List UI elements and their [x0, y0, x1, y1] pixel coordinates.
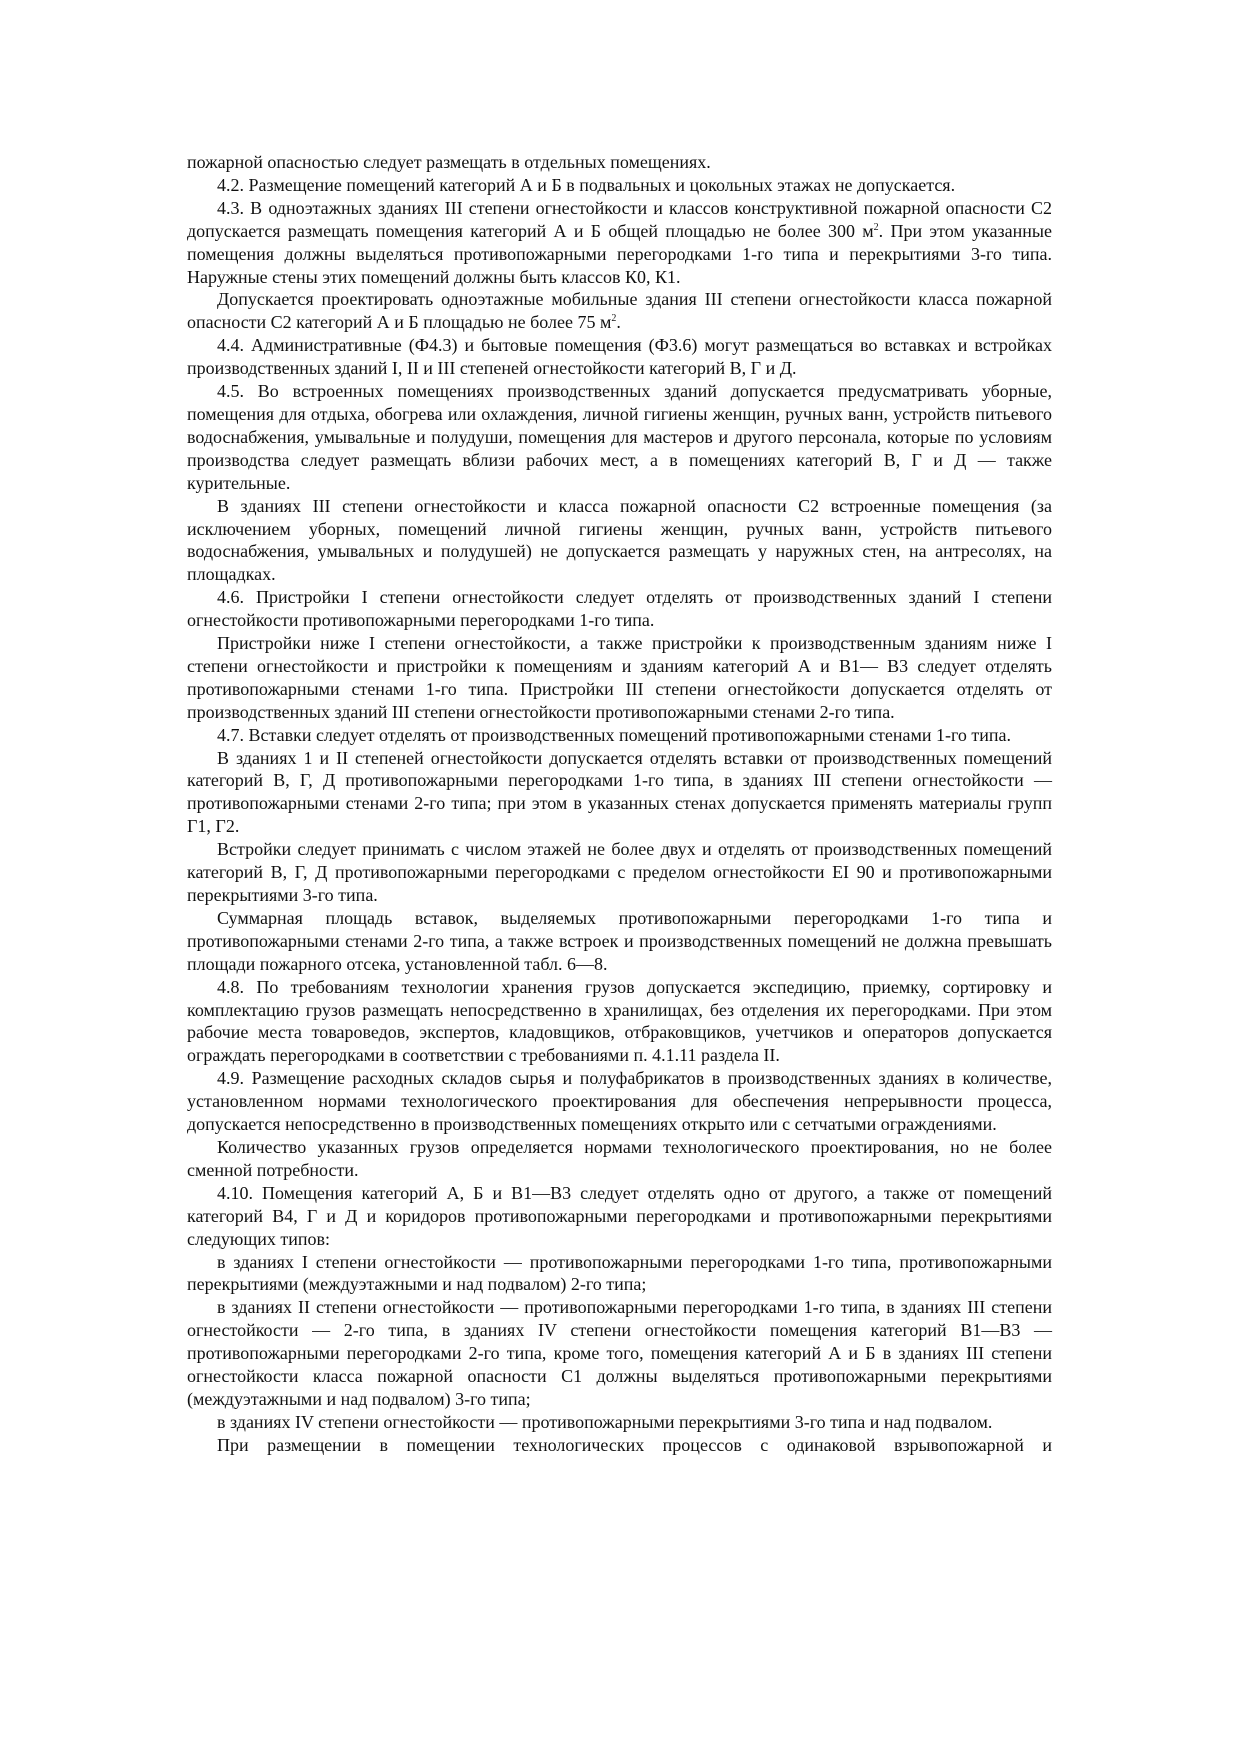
superscript-2: 2 [611, 313, 617, 325]
paragraph-4-2: 4.2. Размещение помещений категорий А и Б в подвальных и цокольных этажах не допускается. [217, 174, 956, 195]
paragraph-cargo-quantity: Количество указанных грузов определяется нормами технологического проектирования, но не более сменной потребности. [187, 1136, 1052, 1180]
document-page [187, 151, 1052, 1457]
paragraph-processes: При размещении в помещении технологических процессов с одинаковой взрывопожарной и [217, 1434, 1052, 1455]
paragraph-degree-ii: в зданиях II степени огнестойкости — противопожарными перегородками 1-го типа, в зданиях III степени огнестойкости — 2-го типа, в зданиях IV степени огнестойкости помещения категорий В1—В3 — противопожарными перегородками 2-го типа, кроме того, помещения категорий А и Б в зданиях III степени огнестойкости класса пожарной опасности С1 должны выделяться противопожарными перекрытиями (междуэтажными и над подвалом) 3-го типа; [187, 1297, 1052, 1409]
paragraph-built-ins: Встройки следует принимать с числом этажей не более двух и отделять от производственных помещений категорий В, Г, Д противопожарными перегородками с пределом огнестойкости EI 90 и противопожарными перекрытиями 3-го типа. [187, 839, 1052, 905]
superscript-2: 2 [873, 221, 879, 233]
paragraph-built-in-rooms: В зданиях III степени огнестойкости и класса пожарной опасности С2 встроенные помещения (за исключением уборных, помещений личной гигиены женщин, ручных ванн, устройств питьевого водоснабжения, умывальных и полудушей) не допускается размещать у наружных стен, на антресолях, на площадках. [187, 495, 1052, 585]
paragraph-4-10: 4.10. Помещения категорий А, Б и В1—В3 следует отделять одно от другого, а также от помещений категорий В4, Г и Д и коридоров противопожарными перегородками и противопожарными перекрытиями следующих типов: [187, 1182, 1052, 1249]
paragraph-degree-iv: в зданиях IV степени огнестойкости — противопожарными перекрытиями 3-го типа и над подвалом. [217, 1411, 993, 1432]
paragraph-mobile-buildings: Допускается проектировать одноэтажные мобильные здания III степени огнестойкости класса пожарной опасности С2 категорий А и Б площадью не более 75 $м^2$. [187, 289, 1052, 333]
paragraph-4-4: 4.4. Административные (Ф4.3) и бытовые помещения (Ф3.6) могут размещаться во вставках и встройках производственных зданий I, II и III степеней огнестойкости категорий В, Г и Д. [187, 335, 1052, 379]
paragraph-4-9: 4.9. Размещение расходных складов сырья и полуфабрикатов в производственных зданиях в количестве, установленном нормами технологического проектирования для обеспечения непрерывности процесса, допускается непосредственно в производственных помещениях открыто или с сетчатыми ограждениями. [187, 1068, 1052, 1135]
paragraph-4-3: 4.3. В одноэтажных зданиях III степени огнестойкости и классов конструктивной пожарной опасности С2 допускается размещать помещения категорий А и Б общей площадью не более 300 $м^2$. При этом указанные помещения должны выделяться противопожарными перегородками 1-го типа и перекрытиями 3-го типа. Наружные стены этих помещений должны быть классов К0, К1. [187, 197, 1052, 287]
paragraph-4-6: 4.6. Пристройки I степени огнестойкости следует отделять от производственных зданий I степени огнестойкости противопожарными перегородками 1-го типа. [187, 587, 1052, 631]
paragraph-4-8: 4.8. По требованиям технологии хранения грузов допускается экспедицию, приемку, сортировку и комплектацию грузов размещать непосредственно в хранилищах, без отделения их перегородками. При этом рабочие места товароведов, экспертов, кладовщиков, отбраковщиков, учетчиков и операторов допускается ограждать перегородками в соответствии с требованиями п. 4.1.11 раздела II. [187, 976, 1052, 1066]
paragraph-4-5: 4.5. Во встроенных помещениях производственных зданий допускается предусматривать уборные, помещения для отдыха, обогрева или охлаждения, личной гигиены женщин, ручных ванн, устройств питьевого водоснабжения, умывальные и полудуши, помещения для мастеров и другого персонала, которые по условиям производства следует размещать вблизи рабочих мест, а в помещениях категорий В, Г и Д — также курительные. [187, 381, 1052, 493]
paragraph-inserts: В зданиях 1 и II степеней огнестойкости допускается отделять вставки от производственных помещений категорий В, Г, Д противопожарными перегородками 1-го типа, в зданиях III степени огнестойкости — противопожарными стенами 2-го типа; при этом в указанных стенах допускается применять материалы групп Г1, Г2. [187, 747, 1052, 837]
paragraph-annexes: Пристройки ниже I степени огнестойкости, а также пристройки к производственным зданиям ниже I степени огнестойкости и пристройки к помещениям и зданиям категорий А и В1— В3 следует отделять противопожарными стенами 1-го типа. Пристройки III степени огнестойкости допускается отделять от производственных зданий III степени огнестойкости противопожарными стенами 2-го типа. [187, 633, 1052, 722]
paragraph-continuation: пожарной опасностью следует размещать в отдельных помещениях. [187, 152, 711, 172]
paragraph-4-7: 4.7. Вставки следует отделять от производственных помещений противопожарными стенами 1-го типа. [217, 724, 1012, 745]
paragraph-degree-i: в зданиях I степени огнестойкости — противопожарными перегородками 1-го типа, противопожарными перекрытиями (междуэтажными и над подвалом) 2-го типа; [187, 1251, 1052, 1295]
paragraph-total-area: Суммарная площадь вставок, выделяемых противопожарными перегородками 1-го типа и противопожарными стенами 2-го типа, а также встроек и производственных помещений не должна превышать площади пожарного отсека, установленной табл. 6—8. [187, 907, 1052, 974]
